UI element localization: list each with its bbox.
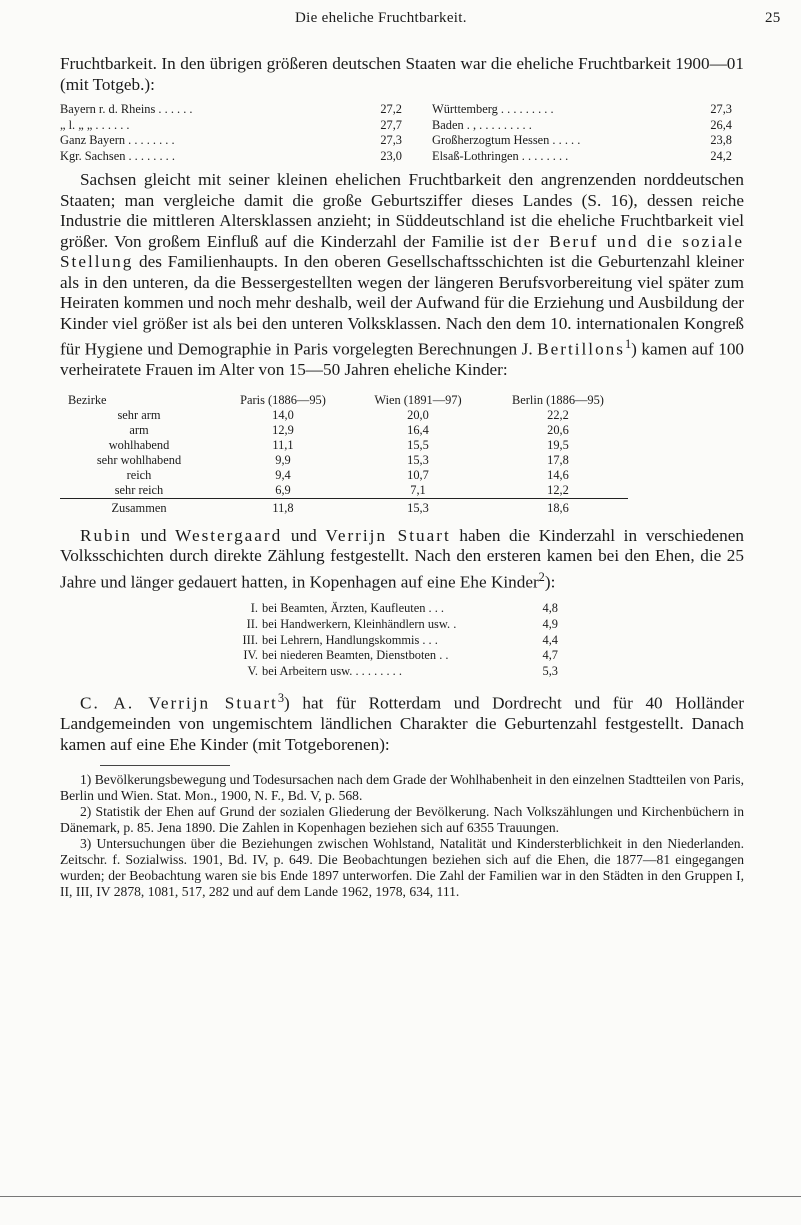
table-row	[60, 438, 628, 453]
table-cell: 7,1	[410, 482, 426, 497]
footnote-divider	[100, 765, 230, 766]
table-header: Paris (1886—95)	[240, 392, 326, 407]
spaced-emphasis: der Beruf und die soziale Stellung	[60, 231, 745, 271]
list-text: bei Arbeitern usw. . . . . . . . .	[262, 664, 402, 679]
list-item	[60, 102, 402, 118]
table-cell: 11,8	[218, 498, 348, 516]
author-name: Bertillons	[537, 339, 625, 359]
state-value: 27,3	[710, 102, 732, 116]
list-value: 5,3	[542, 664, 558, 679]
text-run: Sachsen gleicht mit seiner kleinen ehelichen Fruchtbarkeit den angrenzenden norddeutschen Staaten; man vergleiche damit die große Geburtsziffer dieses Landes (S. 16), dessen reiche Industrie die mittleren Altersklassen anzieht; in Süddeutschland ist die eheliche Fruchtbarkeit viel größer. Von großem Einfluß auf die Kinderzahl der Familie ist	[60, 170, 744, 251]
list-item	[432, 102, 732, 118]
list-value: 4,9	[542, 616, 558, 631]
table-cell: sehr wohlhabend	[96, 452, 182, 467]
table-cell: 18,6	[488, 498, 628, 516]
author-name: Verrijn Stuart	[325, 525, 451, 545]
state-label: Großherzogtum Hessen . . . . .	[432, 133, 581, 147]
states-right-column	[432, 102, 732, 164]
state-label: Kgr. Sachsen . . . . . . . .	[60, 148, 175, 163]
state-value: 27,3	[380, 133, 402, 147]
state-value: 24,2	[710, 148, 732, 163]
table-cell: 12,2	[547, 482, 569, 497]
table-row	[60, 468, 628, 483]
list-value: 4,7	[542, 648, 558, 663]
table-cell: 11,1	[272, 437, 294, 452]
table-header-row	[60, 393, 628, 408]
table-cell: 14,0	[272, 407, 294, 422]
states-list	[60, 102, 744, 164]
state-value: 27,7	[380, 117, 402, 132]
state-label: Ganz Bayern . . . . . . . .	[60, 133, 175, 147]
table-cell: Zusammen	[60, 498, 218, 516]
footnote: 3) Untersuchungen über die Beziehungen zwischen Wohlstand, Natalität und Kindersterblichkeit in den Niederlanden. Zeitschr. f. Sozialwiss. 1901, Bd. IV, p. 649. Die Beobachtungen beziehen sich auf die Ehen, die 1877—81 eingegangen wurden; der Beobachtung waren sie bis Ende 1897 unterworfen. Die Zahl der Familien war in den Städten in den Gruppen I, II, III, IV 2878, 1081, 517, 282 und auf dem Lande 1962, 1978, 634, 111.	[60, 836, 744, 900]
page-bottom-edge	[0, 1196, 801, 1197]
state-value: 23,8	[710, 133, 732, 147]
list-value: 4,8	[542, 600, 558, 615]
table-header: Bezirke	[68, 392, 107, 407]
list-number: I.	[250, 600, 258, 615]
table-cell: 20,0	[407, 407, 429, 422]
table-cell: 12,9	[272, 422, 294, 437]
list-item	[432, 149, 732, 165]
state-value: 23,0	[380, 148, 402, 163]
state-label: Bayern r. d. Rheins . . . . . .	[60, 102, 193, 116]
table-cell: 15,3	[348, 498, 488, 516]
running-title: Die eheliche Fruchtbarkeit.	[295, 10, 467, 26]
table-cell: sehr reich	[114, 482, 164, 497]
table-cell: 9,4	[275, 467, 291, 482]
paragraph-copenhagen	[60, 526, 744, 593]
list-text: bei Beamten, Ärzten, Kaufleuten . . .	[262, 600, 445, 615]
table-row	[60, 483, 628, 499]
footnote-ref: 3	[277, 690, 285, 705]
list-item	[228, 633, 558, 649]
table-cell: sehr arm	[117, 407, 161, 422]
list-number: II.	[246, 616, 258, 631]
paragraph-saxony	[60, 170, 744, 381]
list-item	[60, 149, 402, 165]
author-name: Westergaard	[175, 525, 283, 545]
table-row	[60, 423, 628, 438]
state-value: 26,4	[710, 117, 732, 132]
table-cell: 17,8	[547, 452, 569, 467]
table-cell: reich	[126, 467, 152, 482]
page-number: 25	[765, 10, 781, 26]
table-cell: 6,9	[275, 482, 291, 497]
list-value: 4,4	[542, 632, 558, 647]
intro-paragraph: Fruchtbarkeit. In den übrigen größeren deutschen Staaten war die eheliche Fruchtbarkeit 1900—01 (mit Totgeb.):	[60, 54, 744, 94]
text-run: ) hat für Rotterdam und Dordrecht und für 40 Holländer Landgemeinden von ungemischtem ländlichen Charakter die Geburtenzahl festgestellt. Danach kamen auf eine Ehe Kinder (mit Totgeborenen):	[60, 693, 744, 754]
footnotes	[60, 772, 744, 900]
list-number: III.	[242, 632, 258, 647]
table-header: Wien (1891—97)	[374, 392, 462, 407]
page-body	[60, 54, 744, 900]
copenhagen-list	[228, 601, 558, 680]
author-name: Rubin	[80, 525, 133, 545]
text-run: ) kamen auf 100 verheiratete Frauen im Alter von 15—50 Jahren eheliche Kinder:	[60, 339, 745, 380]
author-name: C. A. Verrijn Stuart	[80, 693, 278, 713]
state-value: 27,2	[380, 102, 402, 116]
table-total-row	[60, 498, 628, 516]
table-cell: wohlhabend	[108, 437, 170, 452]
list-number: V.	[247, 664, 258, 679]
state-label: Württemberg . . . . . . . . .	[432, 102, 554, 116]
table-cell: 16,4	[407, 422, 429, 437]
text-run: und	[282, 525, 326, 545]
list-item	[432, 118, 732, 134]
table-cell: 15,3	[407, 452, 429, 467]
list-item	[432, 133, 732, 149]
footnote-ref: 2	[538, 569, 545, 584]
footnote-ref: 1	[624, 337, 632, 351]
list-item	[60, 133, 402, 149]
list-number: IV.	[243, 648, 258, 663]
list-item	[228, 601, 558, 617]
state-label: Elsaß-Lothringen . . . . . . . .	[432, 148, 569, 163]
table-cell: 22,2	[547, 407, 569, 422]
text-run: haben die Kinderzahl in verschiedenen Volksschichten durch direkte Zählung festgestellt. Nach den ersteren kamen bei den Ehen, die 25 Jahre und länger gedauert hatten, in Kopenhagen auf eine Ehe Kinder	[60, 525, 744, 592]
text-run: des Familienhaupts. In den oberen Gesellschaftsschichten ist die Geburtenzahl kleiner als in den unteren, da die Bessergestellten wegen der längeren Berufsvorbereitung viel später zum Heiraten kommen und noch mehr deshalb, weil der Aufwand für die Erziehung und Ausbildung der Kinder viel größer ist als bei den unteren Volksklassen. Nach den dem 10. internationalen Kongreß für Hygiene und Demographie in Paris vorgelegten Berechnungen J.	[60, 252, 744, 359]
list-text: bei niederen Beamten, Dienstboten . .	[262, 648, 449, 663]
table-cell: 19,5	[547, 437, 569, 452]
footnote: 1) Bevölkerungsbewegung und Todesursachen nach dem Grade der Wohlhabenheit in den einzelnen Stadtteilen von Paris, Berlin und Wien. Stat. Mon., 1900, N. F., Bd. V, p. 568.	[60, 772, 744, 804]
list-text: bei Handwerkern, Kleinhändlern usw. .	[262, 616, 457, 631]
text-run: ):	[544, 572, 556, 592]
table-cell: 15,5	[407, 437, 429, 452]
list-item	[228, 648, 558, 664]
table-cell: 20,6	[547, 422, 569, 437]
list-item	[228, 664, 558, 680]
table-row	[60, 408, 628, 423]
list-text: bei Lehrern, Handlungskommis . . .	[262, 632, 438, 647]
table-header: Berlin (1886—95)	[512, 392, 604, 407]
table-cell: 10,7	[407, 467, 429, 482]
list-item	[228, 617, 558, 633]
table-cell: 14,6	[547, 467, 569, 482]
state-label: „ l. „ „ . . . . . .	[60, 117, 130, 132]
text-run: und	[132, 525, 176, 545]
list-item	[60, 118, 402, 134]
bertillon-table	[60, 393, 628, 516]
table-cell: 9,9	[275, 452, 291, 467]
paragraph-rotterdam	[60, 688, 744, 755]
table-cell: arm	[129, 422, 149, 437]
states-left-column	[60, 102, 402, 164]
table-row	[60, 453, 628, 468]
state-label: Baden . , . . . . . . . . .	[432, 117, 532, 132]
footnote: 2) Statistik der Ehen auf Grund der sozialen Gliederung der Bevölkerung. Nach Volkszählungen und Kirchenbüchern in Dänemark, p. 85. Jena 1890. Die Zahlen in Kopenhagen beziehen sich auf 6355 Trauungen.	[60, 804, 744, 836]
